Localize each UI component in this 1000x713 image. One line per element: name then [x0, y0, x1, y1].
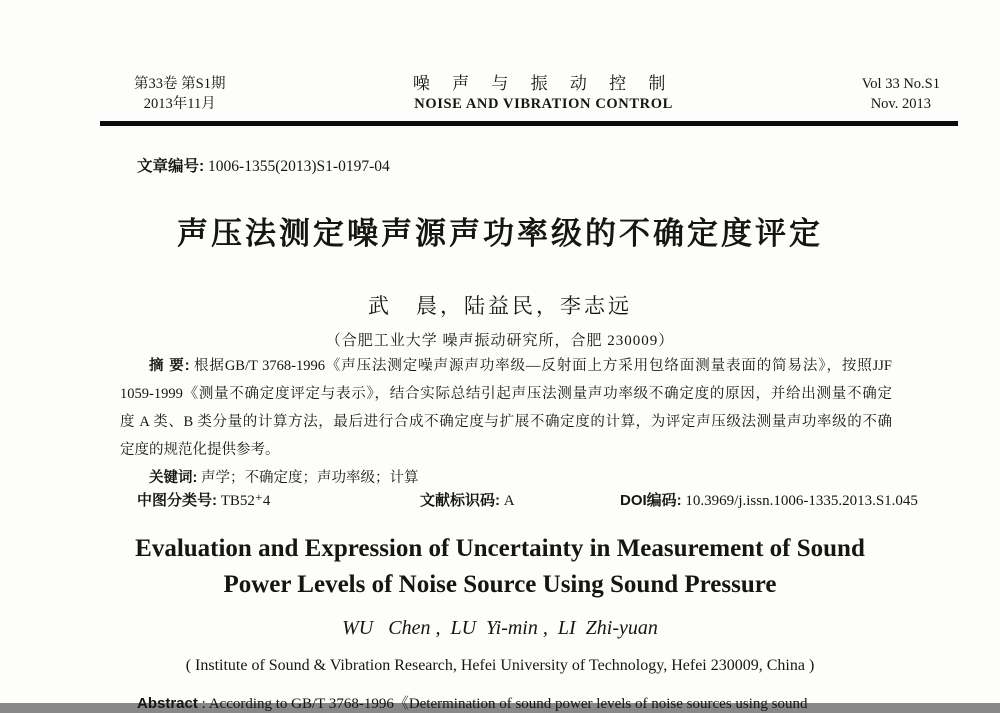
journal-title-en: NOISE AND VIBRATION CONTROL — [414, 96, 673, 112]
journal-title-zh: 噪 声 与 振 动 控 制 — [412, 74, 675, 93]
title-en-line-1: Evaluation and Expression of Uncertainty in Measurement of Sound — [135, 535, 865, 562]
abstract-en-label: Abstract — [137, 695, 198, 712]
doi-value: 10.3969/j.issn.1006-1335.2013.S1.045 — [685, 493, 918, 509]
header-divider-rule — [100, 121, 958, 126]
article-number-label: 文章编号: — [137, 158, 205, 175]
volume-issue-zh: 第33卷 第S1期 — [134, 76, 226, 92]
abstract-en-clipped — [137, 692, 897, 713]
authors-en: WU Chen , LU Yi-min , LI Zhi-yuan — [342, 617, 658, 639]
abstract-en-text: : According to GB/T 3768-1996《Determination of sound power levels of noise sources using sound — [197, 696, 808, 712]
journal-header — [100, 74, 958, 114]
article-number-value: 1006-1355(2013)S1-0197-04 — [208, 158, 390, 175]
article-title-zh: 声压法测定噪声源声功率级的不确定度评定 — [177, 216, 823, 251]
affiliation-en: ( Institute of Sound & Vibration Research, Hefei University of Technology, Hefei 230009, China ) — [185, 657, 815, 674]
doi-item — [620, 489, 918, 510]
abstract-zh-line-4: 定度的规范化提供参考。 — [120, 442, 280, 458]
title-en-line-2: Power Levels of Noise Source Using Sound Pressure — [223, 571, 777, 598]
header-volume-issue-en — [862, 74, 940, 114]
clc-value: TB52⁺4 — [220, 493, 271, 509]
header-volume-issue-zh — [134, 74, 225, 114]
journal-title-block — [413, 74, 675, 114]
authors-zh: 武 晨，陆益民，李志远 — [368, 294, 632, 318]
doc-code-item — [420, 489, 515, 510]
abstract-zh-line-1 — [120, 352, 892, 380]
abstract-zh-line-3: 度 A 类、B 类分量的计算方法，最后进行合成不确定度与扩展不确定度的计算，为评定声压级法测量声功率级的不确 — [120, 414, 892, 430]
keywords-label: 关键词: — [149, 470, 198, 486]
article-title-en — [0, 531, 1000, 603]
abstract-zh-text-1: 根据GB/T 3768-1996《声压法测定噪声源声功率级—反射面上方采用包络面测量表面的简易法》，按照JJF — [194, 358, 892, 374]
abstract-zh-line-2: 1059-1999《测量不确定度评定与表示》，结合实际总结引起声压法测量声功率级不确定度的原因，并给出测量不确定 — [120, 386, 892, 402]
keywords-value: 声学；不确定度；声功率级；计算 — [200, 470, 419, 486]
doc-code-label: 文献标识码: — [420, 492, 500, 509]
article-number-line — [137, 154, 390, 176]
clc-label: 中图分类号: — [137, 492, 217, 509]
volume-issue-en: Vol 33 No.S1 — [861, 76, 940, 92]
doi-label: DOI编码: — [620, 492, 682, 509]
clc-item — [137, 489, 270, 510]
affiliation-zh: （合肥工业大学 噪声振动研究所，合肥 230009） — [325, 333, 675, 349]
date-en: Nov. 2013 — [870, 96, 931, 112]
doc-code-value: A — [503, 493, 515, 509]
abstract-zh — [120, 352, 892, 492]
date-zh: 2013年11月 — [143, 96, 216, 112]
abstract-label-zh: 摘 要: — [149, 358, 190, 374]
keywords-line — [120, 464, 892, 492]
